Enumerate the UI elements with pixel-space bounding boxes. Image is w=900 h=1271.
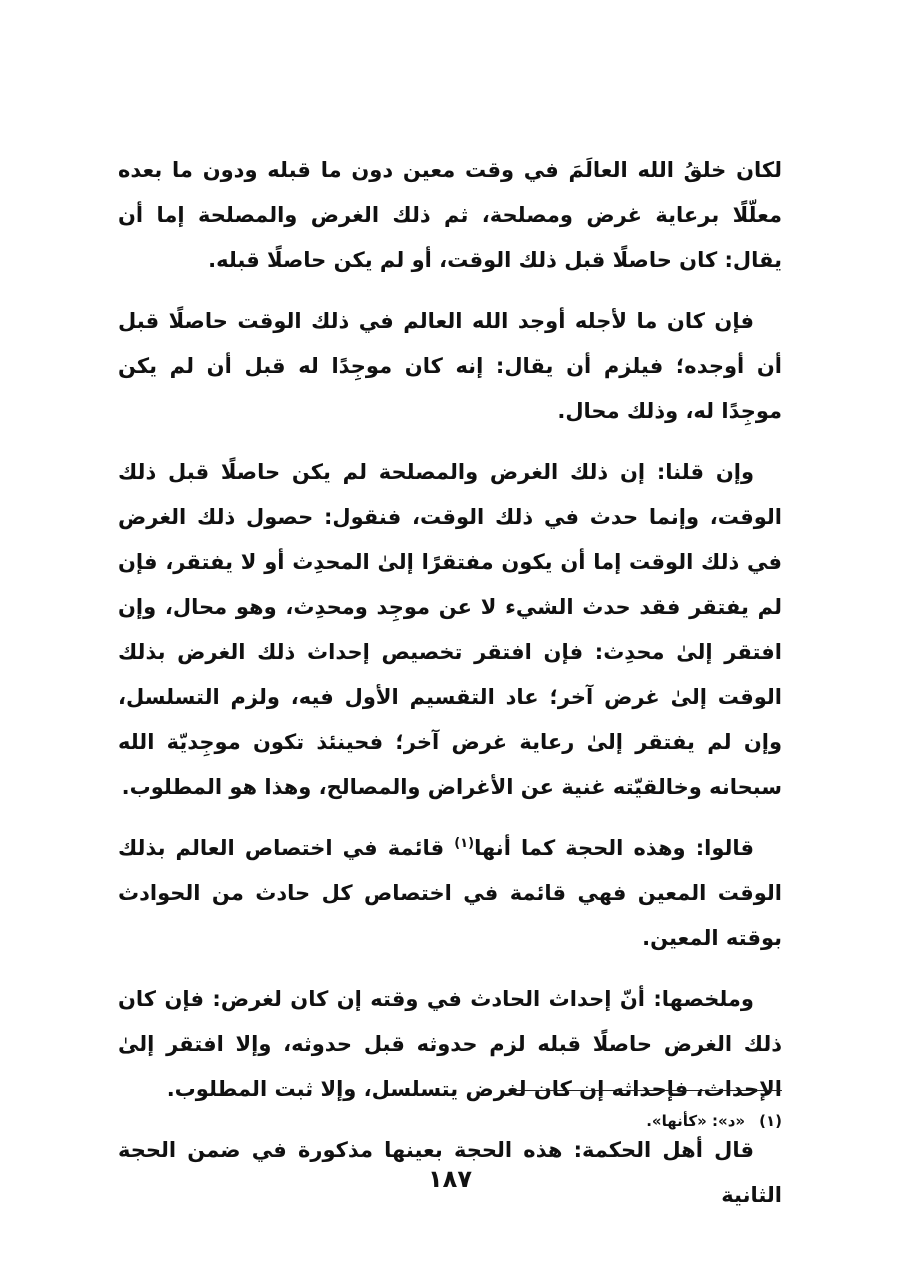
footnote (118, 1108, 782, 1134)
paragraph-5: وملخصها: أنّ إحداث الحادث في وقته إن كان لغرض: فإن كان ذلك الغرض حاصلًا قبله لزم حدوثه قبل حدوثه، وإلا افتقر إلىٰ الإحداث، فإحداثه إن كان لغرض يتسلسل، وإلا ثبت المطلوب. (118, 987, 782, 1101)
page-number: ١٨٧ (428, 1165, 472, 1193)
footnote-divider (512, 1090, 782, 1091)
paragraph-6: قال أهل الحكمة: هذه الحجة بعينها مذكورة في ضمن الحجة الثانية (118, 1138, 782, 1207)
main-text (118, 148, 782, 1234)
paragraph-4-start: قالوا: وهذه الحجة كما أنها (474, 836, 755, 860)
paragraph-2: فإن كان ما لأجله أوجد الله العالم في ذلك الوقت حاصلًا قبل أن أوجده؛ فيلزم أن يقال: إنه كان موجِدًا له قبل أن لم يكن موجِدًا له، وذلك محال. (118, 309, 782, 423)
paragraph-1: لكان خلقُ الله العالَمَ في وقت معين دون ما قبله ودون ما بعده معلّلًا برعاية غرض ومصلحة، ثم ذلك الغرض والمصلحة إما أن يقال: كان حاصلًا قبل ذلك الوقت، أو لم يكن حاصلًا قبله. (118, 158, 782, 272)
footnote-text: «د»: «كأنها». (646, 1112, 746, 1130)
footnote-number: (١) (759, 1112, 782, 1130)
paragraph-4-end: قائمة في اختصاص العالم بذلك الوقت المعين فهي قائمة في اختصاص كل حادث من الحوادث بوقته المعين. (118, 836, 782, 950)
footnote-reference[interactable]: (١) (454, 836, 475, 851)
paragraph-4 (118, 826, 782, 961)
paragraph-3: وإن قلنا: إن ذلك الغرض والمصلحة لم يكن حاصلًا قبل ذلك الوقت، وإنما حدث في ذلك الوقت، فنقول: حصول ذلك الغرض في ذلك الوقت إما أن يكون مفتقرًا إلىٰ المحدِث أو لا يفتقر، فإن لم يفتقر فقد حدث الشيء لا عن موجِد ومحدِث، وهو محال، وإن افتقر إلىٰ محدِث: فإن افتقر تخصيص إحداث ذلك الغرض بذلك الوقت إلىٰ غرض آخر؛ عاد التقسيم الأول فيه، ولزم التسلسل، وإن لم يفتقر إلىٰ رعاية غرض آخر؛ فحينئذ تكون موجِديّة الله سبحانه وخالقيّته غنية عن الأغراض والمصالح، وهذا هو المطلوب. (118, 460, 782, 799)
